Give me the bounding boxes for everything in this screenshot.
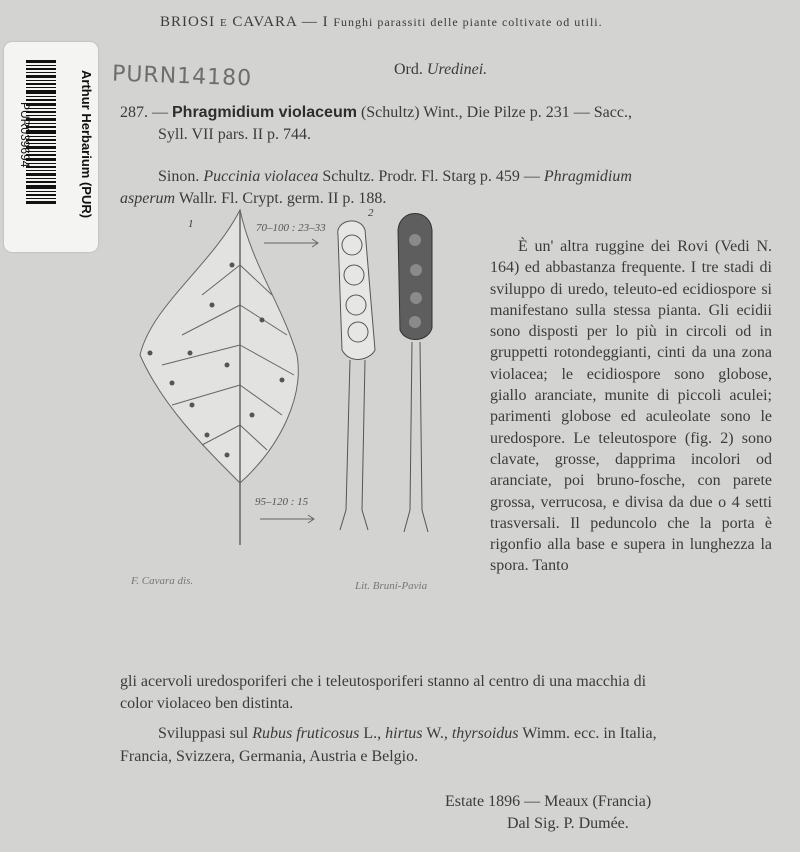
- measure-top: 70–100 : 23–33: [256, 222, 326, 234]
- collection-date-place: Estate 1896 — Meaux (Francia): [445, 793, 652, 810]
- accession-number: PUR039694: [18, 102, 32, 168]
- description-full-line-1: gli acervoli uredosporiferi che i teleutosporiferi stanno al centro di una macchia di: [120, 673, 647, 690]
- herbarium-label: [4, 42, 98, 252]
- order-line: Ord. Uredinei.: [394, 61, 488, 78]
- measure-bottom: 95–120 : 15: [255, 496, 309, 508]
- page-header: BRIOSI E CAVARA — I Funghi parassiti delle piante coltivate od utili.: [160, 14, 603, 30]
- description-paragraph: È un' altra ruggine dei Rovi (Vedi N. 164) ed abbastanza frequente. I tre stadi di sviluppo di uredo, teleuto-ed ecidiospore si manifestano sulla stessa pianta. Gli ecidii sono disposti per lo più in circoli od in gruppetti rotondeggianti, cinti da una zona violacea; le ecidiospore sono globose, giallo aranciate, munite di piccoli aculei; parimenti globose ed aculeolate sono le uredospore. Le teleutospore (fig. 2) sono clavate, grosse, dapprima incolori od aranciate, poi bruno-fosche, con parete grossa, verrucosa, e divisa da due o 4 setti trasversali. Il peduncolo che la porta è rigonfio alla base e supera in lunghezza la spora. Tanto: [490, 238, 772, 575]
- description-right: [490, 236, 772, 577]
- species-heading: 287. — Phragmidium violaceum (Schultz) Wint., Die Pilze p. 231 — Sacc.,: [120, 104, 632, 121]
- description-full-line-2: color violaceo ben distinta.: [120, 695, 294, 712]
- figure-credit-right: Lit. Bruni-Pavia: [355, 580, 428, 592]
- species-name: Phragmidium violaceum: [172, 104, 357, 121]
- distribution-line-2: Francia, Svizzera, Germania, Austria e Belgio.: [120, 748, 419, 765]
- distribution-line-1: Sviluppasi sul Rubus fruticosus L., hirtus W., thyrsoidus Wimm. ecc. in Italia,: [158, 725, 657, 742]
- spore-illustration: [320, 210, 450, 540]
- species-citation: Syll. VII pars. II p. 744.: [158, 126, 312, 143]
- figure-1-label: 1: [188, 218, 194, 230]
- figure-2-label: 2: [368, 207, 374, 219]
- collector: Dal Sig. P. Dumée.: [507, 815, 629, 832]
- measure-arrow-bottom: [258, 514, 318, 524]
- measure-arrow-top: [262, 238, 322, 248]
- herbarium-title: Arthur Herbarium (PUR): [79, 70, 94, 219]
- series-title: Funghi parassiti delle piante coltivate od utili.: [333, 15, 603, 29]
- figure-credit-left: F. Cavara dis.: [131, 575, 194, 587]
- handwritten-number: PURN14180: [111, 61, 253, 92]
- synonyms-line-2: asperum Wallr. Fl. Crypt. germ. II p. 188.: [120, 190, 387, 207]
- synonyms-line-1: Sinon. Puccinia violacea Schultz. Prodr. Fl. Starg p. 459 — Phragmidium: [158, 168, 632, 185]
